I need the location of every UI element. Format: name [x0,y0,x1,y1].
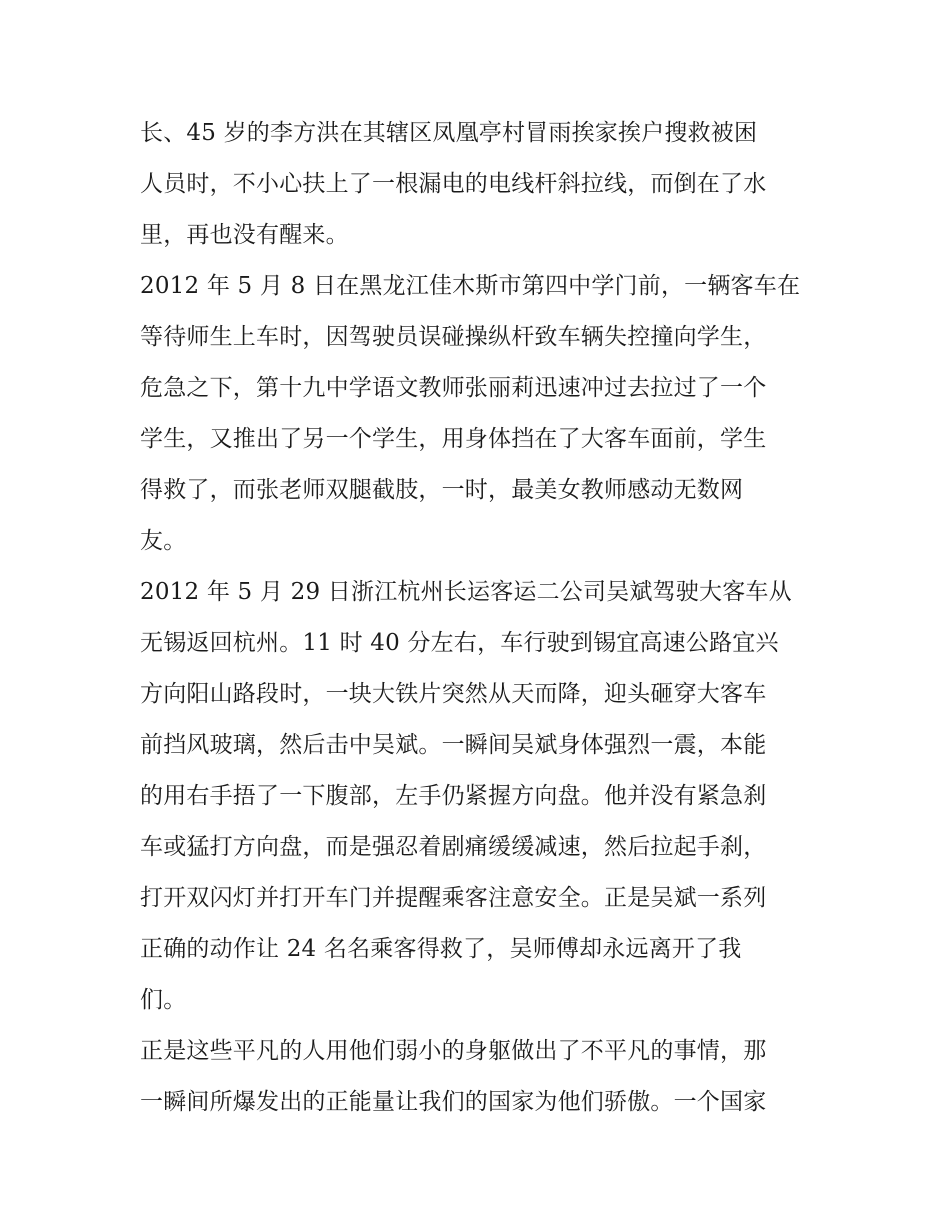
text-line: 前挡风玻璃，然后击中吴斌。一瞬间吴斌身体强烈一震，本能 [140,732,767,758]
text-line: 学生，又推出了另一个学生，用身体挡在了大客车面前，学生 [140,426,767,452]
document-body [140,108,820,1128]
text-line: 方向阳山路段时，一块大铁片突然从天而降，迎头砸穿大客车 [140,681,767,707]
text-line: 等待师生上车时，因驾驶员误碰操纵杆致车辆失控撞向学生， [140,324,767,350]
text-line: 里，再也没有醒来。 [140,222,349,248]
text-line: 人员时，不小心扶上了一根漏电的电线杆斜拉线，而倒在了水 [140,171,767,197]
text-line: 2012 年 5 月 8 日在黑龙江佳木斯市第四中学门前，一辆客车在 [140,273,801,299]
text-line: 危急之下，第十九中学语文教师张丽莉迅速冲过去拉过了一个 [140,375,767,401]
text-line: 一瞬间所爆发出的正能量让我们的国家为他们骄傲。一个国家 [140,1089,767,1115]
text-line: 打开双闪灯并打开车门并提醒乘客注意安全。正是吴斌一系列 [140,885,767,911]
text-line: 2012 年 5 月 29 日浙江杭州长运客运二公司吴斌驾驶大客车从 [140,579,792,605]
text-line: 正是这些平凡的人用他们弱小的身躯做出了不平凡的事情，那 [140,1038,767,1064]
text-line: 正确的动作让 24 名名乘客得救了，吴师傅却永远离开了我 [140,936,742,962]
text-line: 无锡返回杭州。11 时 40 分左右，车行驶到锡宜高速公路宜兴 [140,630,779,656]
text-line: 得救了，而张老师双腿截肢，一时，最美女教师感动无数网 [140,477,744,503]
text-line: 的用右手捂了一下腹部，左手仍紧握方向盘。他并没有紧急刹 [140,783,767,809]
text-line: 友。 [140,528,187,554]
text-line: 车或猛打方向盘，而是强忍着剧痛缓缓减速，然后拉起手刹， [140,834,767,860]
text-line: 长、45 岁的李方洪在其辖区凤凰亭村冒雨挨家挨户搜救被困 [140,120,758,146]
text-line: 们。 [140,987,187,1013]
